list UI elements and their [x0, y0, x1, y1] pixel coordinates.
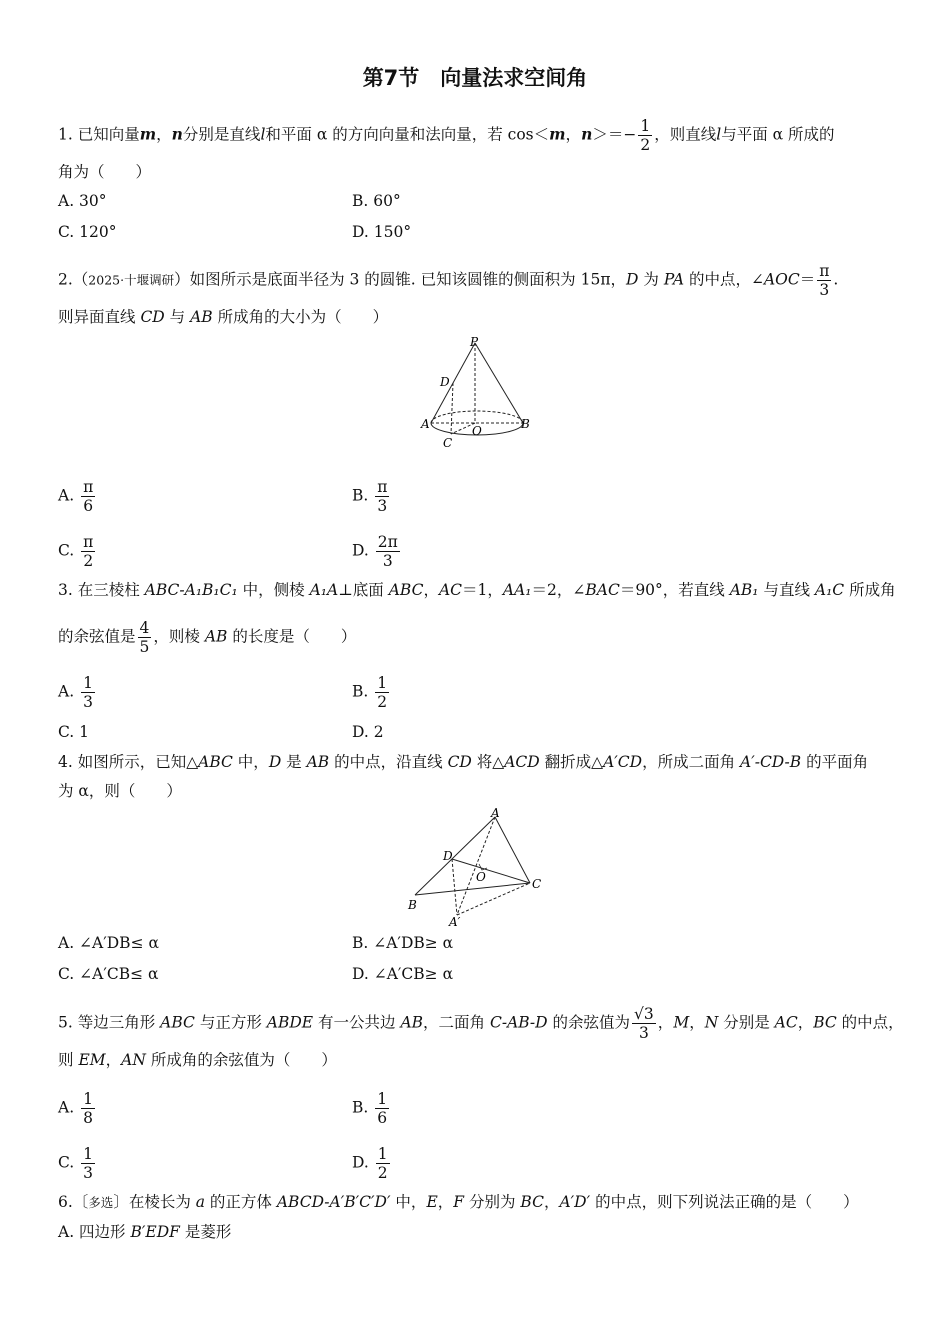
label-c: C	[443, 436, 453, 450]
q4-option-a[interactable]: A. ∠A′DB≤ α	[58, 934, 159, 952]
question-1-stem-cont: 角为（ ）	[58, 163, 152, 181]
q2-option-c[interactable]: C. $\frac{\pi}{2}$	[58, 533, 94, 570]
multi-select-tag: 多选	[88, 1195, 114, 1210]
question-1-stem: 1. 已知向量m，n分别是直线l和平面 α 的方向向量和法向量，若 cos＜m，n＞＝− $\frac{1}{2}$ ，则直线l与平面 α 所成的	[58, 117, 835, 154]
q3-option-b[interactable]: B. $\frac{1}{2}$	[352, 674, 388, 711]
cone-figure	[415, 334, 540, 454]
page-title: 第7节 向量法求空间角	[362, 66, 588, 90]
source-tag: 2025·十堰调研	[88, 272, 175, 288]
q3-option-c[interactable]: C. 1	[58, 723, 90, 741]
q4-option-b[interactable]: B. ∠A′DB≥ α	[352, 934, 454, 952]
q6-option-a[interactable]: A. 四边形 B′EDF 是菱形	[58, 1223, 232, 1241]
label-p: P	[470, 335, 479, 349]
question-5-stem-cont: 则 EM，AN 所成角的余弦值为（ ）	[58, 1051, 337, 1069]
q5-option-b[interactable]: B. $\frac{1}{6}$	[352, 1090, 388, 1127]
fraction: $\frac{1}{2}$	[640, 117, 651, 154]
label-o: O	[476, 870, 486, 884]
q2-option-b[interactable]: B. $\frac{\pi}{3}$	[352, 478, 388, 515]
q4-option-c[interactable]: C. ∠A′CB≤ α	[58, 965, 159, 983]
question-6-stem: 6.〔多选〕在棱长为 a 的正方体 ABCD-A′B′C′D′ 中，E，F 分别为 BC，A′D′ 的中点，则下列说法正确的是（ ）	[58, 1193, 859, 1211]
q1-option-a[interactable]: A. 30°	[58, 192, 107, 210]
q2-option-d[interactable]: D. $\frac{2\pi}{3}$	[352, 533, 398, 570]
fraction: $\frac{\pi}{3}$	[819, 262, 830, 299]
question-4-stem: 4. 如图所示，已知△ABC 中，D 是 AB 的中点，沿直线 CD 将△ACD 翻折成△A′CD，所成二面角 A′-CD-B 的平面角	[58, 753, 869, 771]
q3-option-a[interactable]: A. $\frac{1}{3}$	[58, 674, 93, 711]
label-a: A	[421, 417, 430, 431]
q1-option-d[interactable]: D. 150°	[352, 223, 412, 241]
label-a-prime: A′	[449, 915, 461, 929]
question-3-stem: 3. 在三棱柱 ABC-A₁B₁C₁ 中，侧棱 A₁A⊥底面 ABC，AC＝1，AA₁＝2，∠BAC＝90°，若直线 AB₁ 与直线 A₁C 所成角	[58, 581, 896, 599]
label-c: C	[532, 877, 542, 891]
label-a: A	[491, 806, 500, 820]
q1-option-c[interactable]: C. 120°	[58, 223, 117, 241]
label-b: B	[408, 898, 417, 912]
question-3-stem-cont: 的余弦值是 $\frac{4}{5}$ ，则棱 AB 的长度是（ ）	[58, 619, 357, 656]
q5-option-c[interactable]: C. $\frac{1}{3}$	[58, 1145, 94, 1182]
q5-option-a[interactable]: A. $\frac{1}{8}$	[58, 1090, 93, 1127]
q3-option-d[interactable]: D. 2	[352, 723, 384, 741]
question-2-stem: 2.（2025·十堰调研）如图所示是底面半径为 3 的圆锥. 已知该圆锥的侧面积为 15π，D 为 PA 的中点，∠AOC＝ $\frac{\pi}{3}$ .	[58, 262, 839, 299]
question-2-stem-cont: 则异面直线 CD 与 AB 所成角的大小为（ ）	[58, 308, 389, 326]
triangle-fold-figure	[405, 805, 550, 930]
q4-option-d[interactable]: D. ∠A′CB≥ α	[352, 965, 454, 983]
label-b: B	[521, 417, 530, 431]
q1-option-b[interactable]: B. 60°	[352, 192, 401, 210]
question-5-stem: 5. 等边三角形 ABC 与正方形 ABDE 有一公共边 AB，二面角 C-AB-D 的余弦值为 $\frac{√3}{3}$ ，M，N 分别是 AC，BC 的中点，	[58, 1005, 904, 1042]
label-o: O	[472, 424, 482, 438]
label-d: D	[443, 849, 453, 863]
q5-option-d[interactable]: D. $\frac{1}{2}$	[352, 1145, 388, 1182]
q2-option-a[interactable]: A. $\frac{\pi}{6}$	[58, 478, 94, 515]
question-4-stem-cont: 为 α，则（ ）	[58, 782, 182, 800]
label-d: D	[440, 375, 450, 389]
